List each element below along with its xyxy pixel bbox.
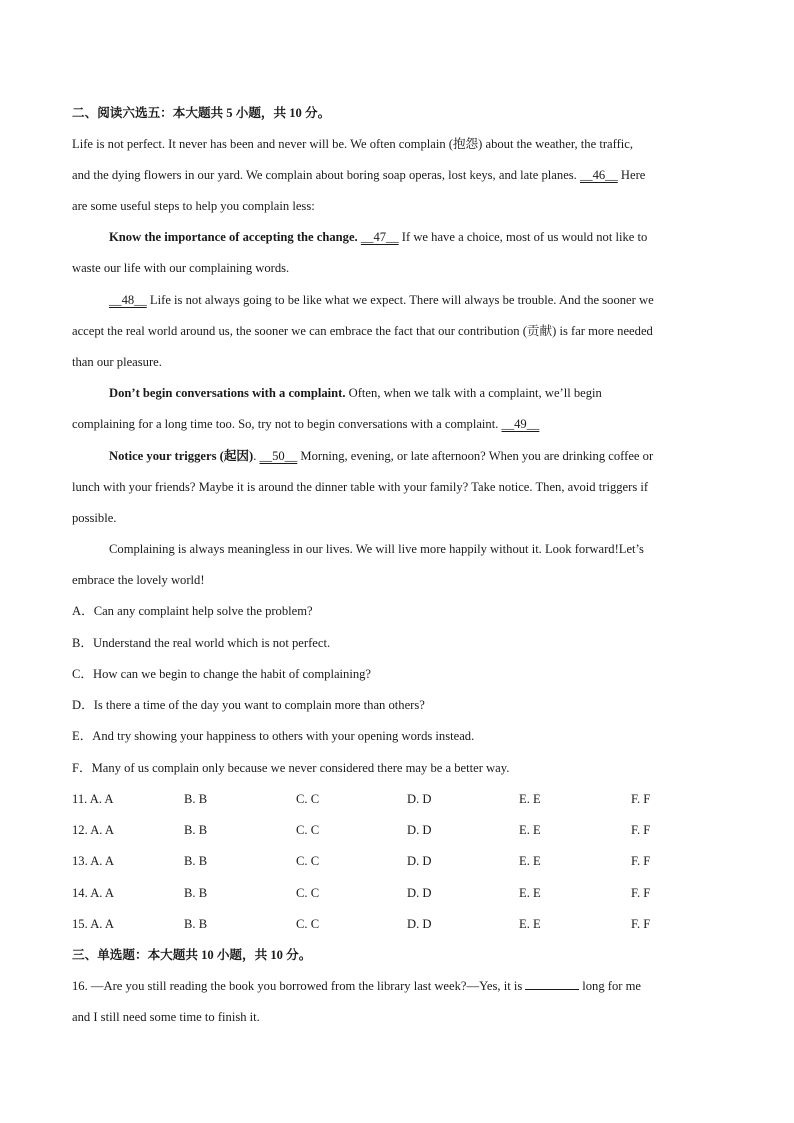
choice[interactable]: F. F xyxy=(631,886,651,900)
step-heading: Notice your triggers (起因) xyxy=(109,449,254,463)
option-c: C．How can we begin to change the habit of complaining? xyxy=(72,667,372,681)
question-16-continued: and I still need some time to finish it. xyxy=(72,1010,260,1024)
answer-row-15 xyxy=(72,916,732,932)
passage-line: Know the importance of accepting the change. __47__ If we have a choice, most of us would not like to xyxy=(109,230,648,244)
choice[interactable]: B. B xyxy=(184,854,208,868)
passage-line: accept the real world around us, the sooner we can embrace the fact that our contribution (贡献) is far more needed xyxy=(72,324,653,338)
choice[interactable]: F. F xyxy=(631,823,651,837)
step-heading: Know the importance of accepting the change. xyxy=(109,230,358,244)
option-b: B．Understand the real world which is not perfect. xyxy=(72,636,331,650)
choice[interactable]: F. F xyxy=(631,917,651,931)
blank-48: __48__ xyxy=(109,293,147,307)
choice[interactable]: E. E xyxy=(519,886,541,900)
choice[interactable]: C. C xyxy=(296,917,320,931)
passage-line: Notice your triggers (起因). __50__ Morning, evening, or late afternoon? When you are drinking coffee or xyxy=(109,449,654,463)
passage-line: and the dying flowers in our yard. We complain about boring soap operas, lost keys, and late planes. __46__ Here xyxy=(72,168,646,182)
choice[interactable]: E. E xyxy=(519,823,541,837)
choice[interactable]: C. C xyxy=(296,854,320,868)
choice[interactable]: 12. A. A xyxy=(72,823,114,837)
step-heading: Don’t begin conversations with a complaint. xyxy=(109,386,346,400)
choice[interactable]: E. E xyxy=(519,792,541,806)
section-2-heading: 二、阅读六选五：本大题共 5 小题，共 10 分。 xyxy=(72,106,331,120)
blank-47: __47__ xyxy=(360,230,399,244)
passage-line: __48__ Life is not always going to be like what we expect. There will always be trouble. And the sooner we xyxy=(109,293,654,307)
choice[interactable]: C. C xyxy=(296,886,320,900)
choice[interactable]: D. D xyxy=(407,917,432,931)
passage-line: waste our life with our complaining words. xyxy=(72,261,290,275)
passage-line: are some useful steps to help you complain less: xyxy=(72,199,315,213)
passage-line: embrace the lovely world! xyxy=(72,573,205,587)
answer-row-12 xyxy=(72,822,732,838)
choice[interactable]: F. F xyxy=(631,792,651,806)
option-f: F．Many of us complain only because we never considered there may be a better way. xyxy=(72,761,510,775)
section-3-heading: 三、单选题：本大题共 10 小题，共 10 分。 xyxy=(72,948,312,962)
question-16: 16. —Are you still reading the book you borrowed from the library last week?—Yes, it is long for me xyxy=(72,979,642,993)
choice[interactable]: E. E xyxy=(519,917,541,931)
choice[interactable]: D. D xyxy=(407,854,432,868)
choice[interactable]: B. B xyxy=(184,917,208,931)
option-a: A．Can any complaint help solve the problem? xyxy=(72,604,313,618)
passage-line: Complaining is always meaningless in our lives. We will live more happily without it. Look forward!Let’s xyxy=(109,542,644,556)
option-d: D．Is there a time of the day you want to complain more than others? xyxy=(72,698,425,712)
answer-row-13 xyxy=(72,853,732,869)
blank-50: __50__ xyxy=(259,449,298,463)
choice[interactable]: C. C xyxy=(296,823,320,837)
answer-blank[interactable] xyxy=(525,978,579,990)
choice[interactable]: B. B xyxy=(184,823,208,837)
answer-row-14 xyxy=(72,885,732,901)
passage-line: lunch with your friends? Maybe it is around the dinner table with your family? Take notice. Then, avoid triggers if xyxy=(72,480,649,494)
passage-line: complaining for a long time too. So, try not to begin conversations with a complaint. __49__ xyxy=(72,417,540,431)
blank-49: __49__ xyxy=(501,417,540,431)
choice[interactable]: 14. A. A xyxy=(72,886,114,900)
choice[interactable]: F. F xyxy=(631,854,651,868)
passage-line: Don’t begin conversations with a complaint. Often, when we talk with a complaint, we’ll begin xyxy=(109,386,602,400)
blank-46: __46__ xyxy=(579,168,618,182)
choice[interactable]: B. B xyxy=(184,792,208,806)
option-e: E．And try showing your happiness to others with your opening words instead. xyxy=(72,729,475,743)
choice[interactable]: E. E xyxy=(519,854,541,868)
passage-line: possible. xyxy=(72,511,117,525)
choice[interactable]: 15. A. A xyxy=(72,917,114,931)
answer-row-11 xyxy=(72,791,732,807)
choice[interactable]: D. D xyxy=(407,886,432,900)
passage-line: Life is not perfect. It never has been and never will be. We often complain (抱怨) about the weather, the traffic, xyxy=(72,137,634,151)
choice[interactable]: D. D xyxy=(407,792,432,806)
choice[interactable]: 13. A. A xyxy=(72,854,114,868)
choice[interactable]: B. B xyxy=(184,886,208,900)
choice[interactable]: C. C xyxy=(296,792,320,806)
passage-line: than our pleasure. xyxy=(72,355,162,369)
choice[interactable]: 11. A. A xyxy=(72,792,114,806)
choice[interactable]: D. D xyxy=(407,823,432,837)
